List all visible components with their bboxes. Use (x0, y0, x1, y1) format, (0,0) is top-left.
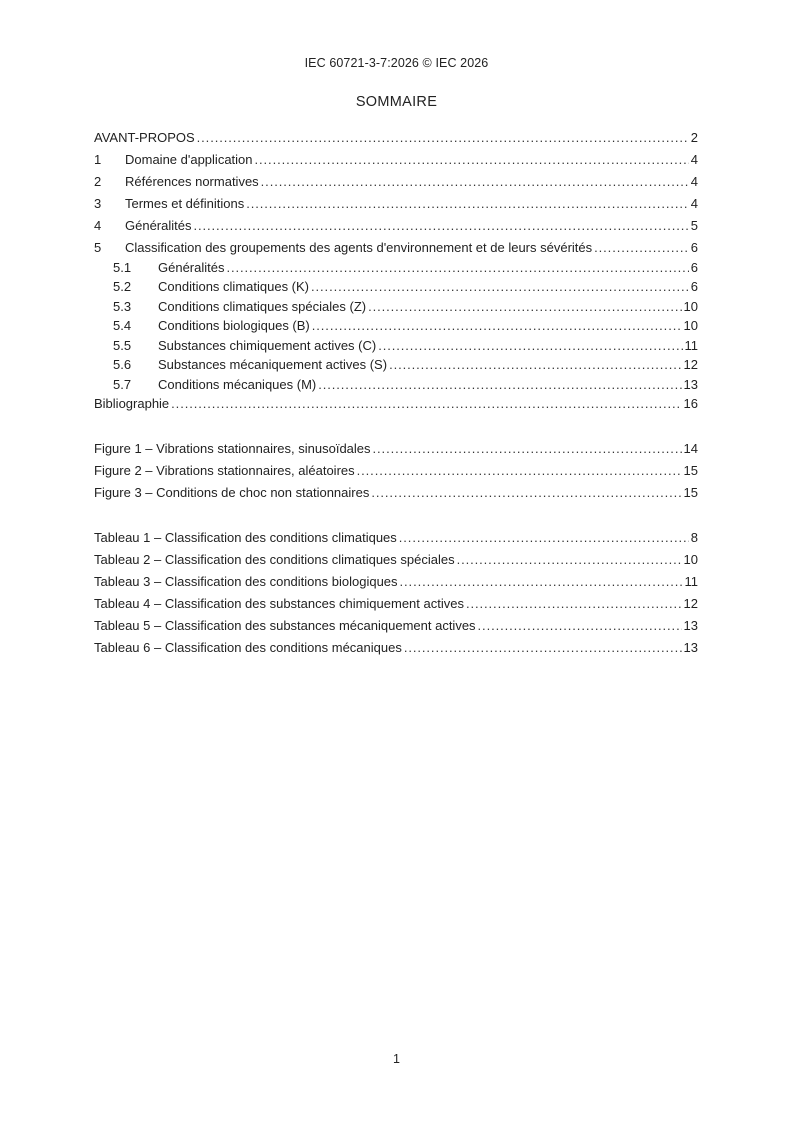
toc-leader (312, 319, 682, 333)
toc-entry-page: 16 (683, 396, 698, 411)
toc-entry-label: Généralités (158, 259, 225, 275)
toc-entry-page: 11 (684, 337, 698, 353)
toc-entry-number: 5.4 (113, 318, 132, 333)
toc-table-2[interactable] (94, 545, 698, 567)
toc-entry-5-1[interactable] (94, 255, 698, 275)
toc-leader (373, 442, 682, 456)
toc-leader (193, 219, 688, 233)
toc-leader (378, 339, 682, 353)
toc-entry-page: 5 (690, 218, 698, 233)
toc-figure-1[interactable] (94, 434, 698, 456)
toc-leader (246, 197, 689, 211)
toc-table-page: 11 (684, 574, 698, 589)
toc-table-label: Tableau 5 – Classification des substances mécaniquement actives (94, 618, 476, 633)
toc-entry-page: 2 (690, 130, 698, 145)
page-title: SOMMAIRE (355, 94, 438, 110)
toc-table-1[interactable] (94, 523, 698, 545)
toc-entry-page: 6 (690, 259, 698, 275)
toc-table-page: 13 (683, 640, 698, 655)
toc-entry-number: 5 (94, 240, 102, 255)
toc-figure-page: 15 (683, 463, 698, 478)
toc-table-4[interactable] (94, 589, 698, 611)
toc-leader (371, 486, 681, 500)
toc-entry-label: Conditions climatiques (K) (158, 279, 310, 294)
toc-leader (466, 597, 682, 611)
toc-entry-number: 5.3 (113, 298, 132, 314)
toc-leader (318, 378, 681, 392)
toc-leader (226, 261, 688, 275)
toc-entry-label: Conditions climatiques spéciales (Z) (158, 298, 367, 314)
toc-leader (399, 531, 689, 545)
toc-table-3[interactable] (94, 567, 698, 589)
toc-entry-page: 13 (683, 376, 698, 392)
toc-entry-5-7[interactable] (94, 372, 698, 392)
toc-entry-number: 5.5 (113, 337, 132, 353)
toc-table-5[interactable] (94, 611, 698, 633)
toc-entry-5-2[interactable] (94, 275, 698, 295)
toc-entry-label: Références normatives (125, 174, 259, 189)
toc-entry-label: AVANT-PROPOS (94, 130, 195, 145)
toc-entry-number: 1 (94, 152, 102, 167)
toc-leader (478, 619, 682, 633)
toc-leader (255, 153, 689, 167)
toc-entry-label: Termes et définitions (125, 196, 245, 211)
toc-entry-number: 4 (94, 218, 102, 233)
toc-entry-label: Conditions biologiques (B) (158, 318, 310, 333)
toc-leader (261, 175, 689, 189)
toc-entry-1[interactable] (94, 145, 698, 167)
toc-entry-page: 10 (683, 298, 698, 314)
toc-leader (389, 358, 681, 372)
toc-entry-page: 6 (690, 279, 698, 294)
toc-figure-3[interactable] (94, 478, 698, 500)
toc-table-label: Tableau 6 – Classification des conditions mécaniques (94, 640, 402, 655)
toc-entry-label: Substances mécaniquement actives (S) (158, 357, 388, 372)
toc-entry-5-4[interactable] (94, 314, 698, 334)
toc-entry-5-5[interactable] (94, 333, 698, 353)
toc-leader (404, 641, 682, 655)
toc-entry-label: Conditions mécaniques (M) (158, 376, 317, 392)
toc-table-page: 10 (683, 552, 698, 567)
toc-entry-label: Domaine d'application (125, 152, 253, 167)
toc-entry-page: 6 (690, 240, 698, 255)
toc-leader (357, 464, 682, 478)
toc-figure-label: Figure 3 – Conditions de choc non stationnaires (94, 485, 370, 500)
toc-entry-avant-propos[interactable] (94, 123, 698, 145)
toc-entry-label: Bibliographie (94, 396, 170, 411)
toc-figure-page: 15 (683, 485, 698, 500)
toc-entry-label: Généralités (125, 218, 192, 233)
toc-leader (400, 575, 683, 589)
toc-figure-page: 14 (683, 441, 698, 456)
toc-entry-number: 5.2 (113, 279, 132, 294)
toc-leader (171, 397, 681, 411)
toc-entry-number: 5.1 (113, 259, 132, 275)
toc-entry-page: 12 (683, 357, 698, 372)
toc-entry-5-3[interactable] (94, 294, 698, 314)
toc-entry-label: Substances chimiquement actives (C) (158, 337, 377, 353)
document-header: IEC 60721-3-7:2026 © IEC 2026 (304, 56, 489, 70)
toc-leader (457, 553, 682, 567)
toc-tables (94, 523, 698, 655)
toc-table-label: Tableau 1 – Classification des conditions climatiques (94, 530, 397, 545)
toc-sections (94, 123, 698, 411)
toc-figure-2[interactable] (94, 456, 698, 478)
page-number: 1 (393, 1052, 400, 1066)
toc-entry-5[interactable] (94, 233, 698, 255)
toc-entry-3[interactable] (94, 189, 698, 211)
toc-entry-page: 4 (690, 174, 698, 189)
toc-entry-number: 5.6 (113, 357, 132, 372)
toc-entry-4[interactable] (94, 211, 698, 233)
toc-entry-label: Classification des groupements des agents d'environnement et de leurs sévérités (125, 240, 593, 255)
toc-figures (94, 434, 698, 500)
toc-table-label: Tableau 3 – Classification des conditions biologiques (94, 574, 398, 589)
toc-entry-number: 5.7 (113, 376, 132, 392)
toc-table-page: 13 (683, 618, 698, 633)
toc-entry-number: 3 (94, 196, 102, 211)
toc-figure-label: Figure 2 – Vibrations stationnaires, aléatoires (94, 463, 355, 478)
toc-entry-2[interactable] (94, 167, 698, 189)
toc-table-label: Tableau 4 – Classification des substances chimiquement actives (94, 596, 464, 611)
toc-table-6[interactable] (94, 633, 698, 655)
toc-leader (311, 280, 689, 294)
toc-leader (594, 241, 689, 255)
toc-entry-number: 2 (94, 174, 102, 189)
toc-entry-page: 10 (683, 318, 698, 333)
toc-table-label: Tableau 2 – Classification des conditions climatiques spéciales (94, 552, 455, 567)
toc-figure-label: Figure 1 – Vibrations stationnaires, sinusoïdales (94, 441, 371, 456)
toc-entry-page: 4 (690, 196, 698, 211)
toc-table-page: 8 (690, 530, 698, 545)
toc-leader (368, 300, 681, 314)
toc-leader (197, 131, 689, 145)
toc-table-page: 12 (683, 596, 698, 611)
toc-entry-page: 4 (690, 152, 698, 167)
toc-entry-5-6[interactable] (94, 353, 698, 373)
toc-entry-bibliographie[interactable] (94, 392, 698, 412)
